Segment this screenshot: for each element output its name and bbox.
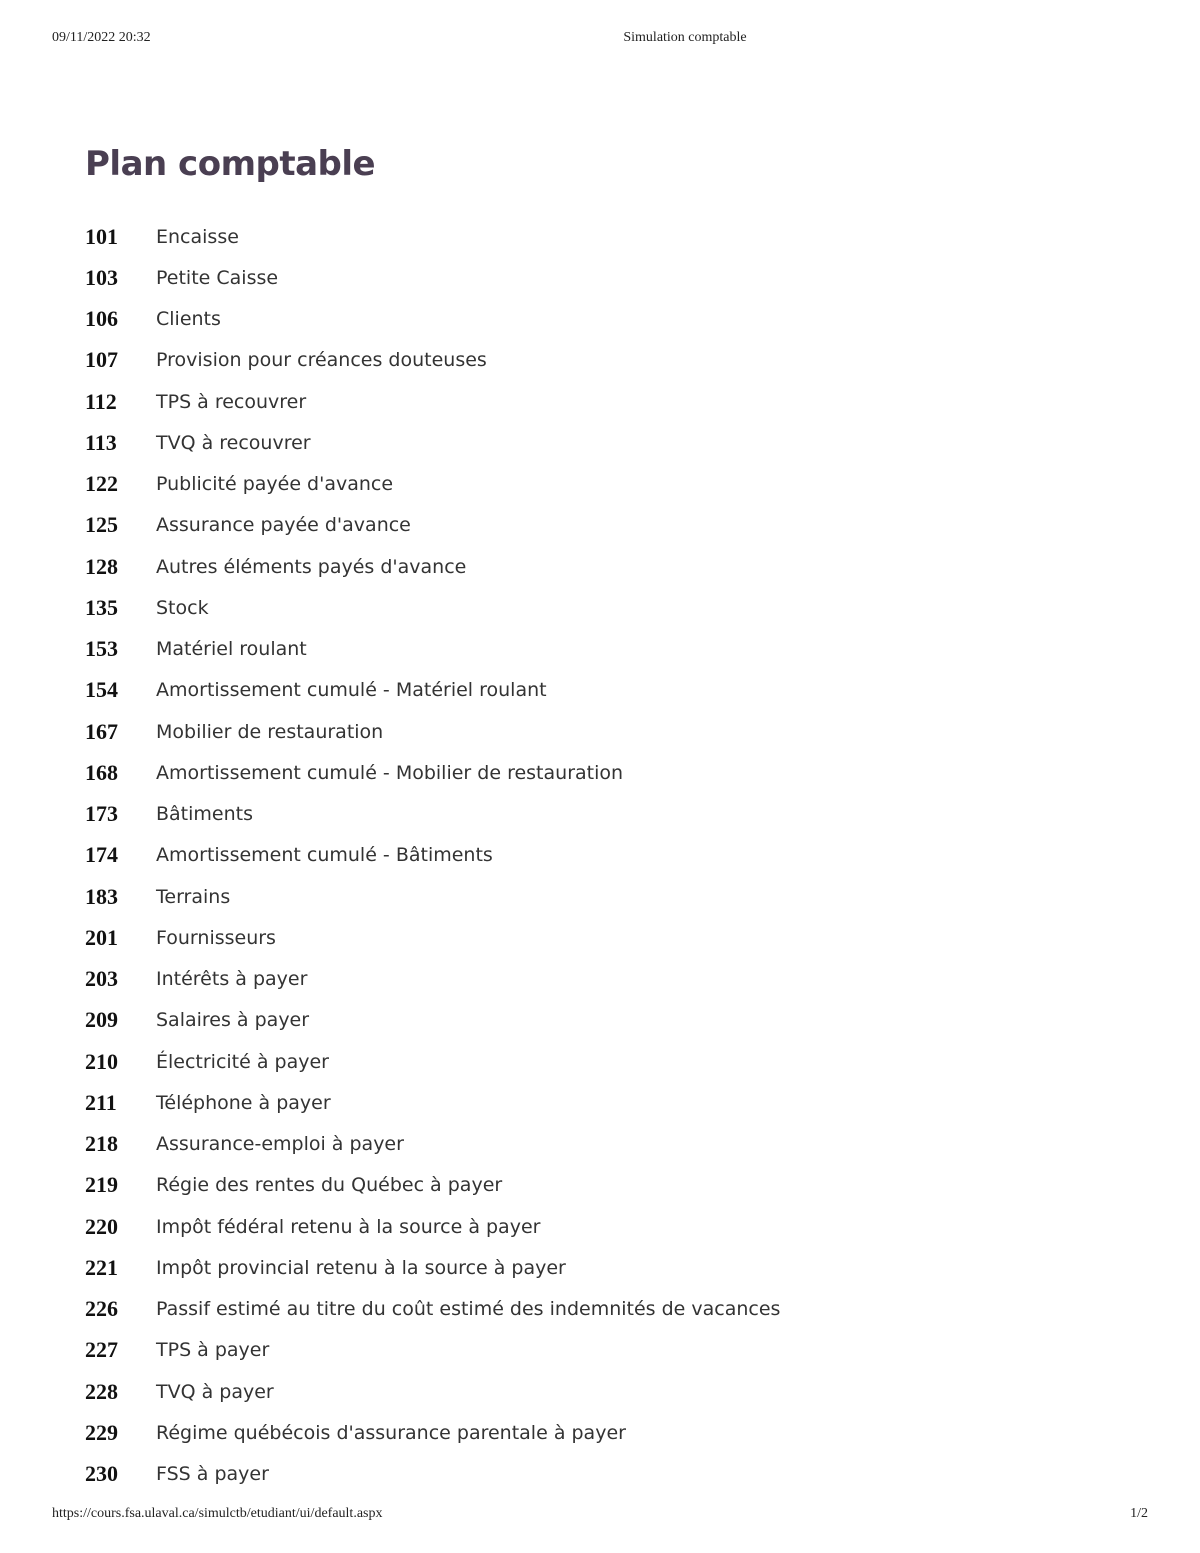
account-row (85, 752, 780, 793)
account-code: 211 (85, 1089, 117, 1115)
account-name: TPS à recouvrer (156, 390, 307, 413)
account-name: Clients (156, 308, 221, 331)
account-code: 112 (85, 388, 117, 414)
account-code: 128 (85, 553, 118, 579)
print-document-title: Simulation comptable (623, 30, 747, 45)
account-name: TVQ à recouvrer (156, 431, 311, 454)
account-name: Passif estimé au titre du coût estimé des indemnités de vacances (156, 1298, 781, 1321)
account-row (85, 1082, 780, 1123)
account-code: 125 (85, 512, 118, 538)
account-name: Stock (156, 596, 209, 619)
account-row (85, 546, 780, 587)
account-name: TPS à payer (156, 1339, 270, 1362)
account-row (85, 835, 780, 876)
account-name: Fournisseurs (156, 926, 276, 949)
account-name: Assurance-emploi à payer (156, 1133, 404, 1156)
account-name: Impôt provincial retenu à la source à payer (156, 1256, 566, 1279)
account-row (85, 1247, 780, 1288)
account-row (85, 1000, 780, 1041)
account-row (85, 1454, 780, 1495)
account-row (85, 1289, 780, 1330)
account-name: Amortissement cumulé - Bâtiments (156, 844, 493, 867)
account-code: 168 (85, 759, 118, 785)
print-footer (0, 1506, 1200, 1526)
account-row (85, 629, 780, 670)
account-code: 209 (85, 1007, 118, 1033)
account-code: 227 (85, 1337, 118, 1363)
account-row (85, 381, 780, 422)
account-row (85, 917, 780, 958)
account-code: 220 (85, 1213, 118, 1239)
account-name: Bâtiments (156, 803, 253, 826)
account-code: 101 (85, 223, 118, 249)
account-code: 154 (85, 677, 118, 703)
print-datetime: 09/11/2022 20:32 (52, 30, 151, 45)
account-name: Amortissement cumulé - Mobilier de restauration (156, 761, 624, 784)
account-name: Publicité payée d'avance (156, 473, 394, 496)
account-name: Impôt fédéral retenu à la source à payer (156, 1215, 541, 1238)
account-row (85, 340, 780, 381)
account-name: Salaires à payer (156, 1009, 310, 1032)
account-name: FSS à payer (156, 1463, 269, 1486)
account-row (85, 464, 780, 505)
account-code: 107 (85, 347, 118, 373)
account-row (85, 711, 780, 752)
account-name: Téléphone à payer (156, 1091, 331, 1114)
account-code: 221 (85, 1254, 118, 1280)
account-name: Petite Caisse (156, 266, 279, 289)
account-code: 201 (85, 924, 118, 950)
account-name: Intérêts à payer (156, 968, 308, 991)
account-row (85, 257, 780, 298)
account-name: TVQ à payer (156, 1380, 274, 1403)
account-name: Assurance payée d'avance (156, 514, 411, 537)
account-code: 122 (85, 471, 118, 497)
account-name: Régime québécois d'assurance parentale à payer (156, 1421, 626, 1444)
account-name: Amortissement cumulé - Matériel roulant (156, 679, 547, 702)
account-name: Mobilier de restauration (156, 720, 384, 743)
account-row (85, 1206, 780, 1247)
account-row (85, 959, 780, 1000)
print-header (0, 30, 1200, 50)
account-name: Terrains (156, 885, 231, 908)
account-code: 218 (85, 1131, 118, 1157)
account-row (85, 794, 780, 835)
account-code: 229 (85, 1419, 118, 1445)
account-row (85, 422, 780, 463)
account-row (85, 587, 780, 628)
account-row (85, 1124, 780, 1165)
account-name: Provision pour créances douteuses (156, 349, 487, 372)
account-code: 230 (85, 1461, 118, 1487)
account-row (85, 1371, 780, 1412)
account-row (85, 299, 780, 340)
page-number: 1/2 (1130, 1506, 1148, 1521)
account-code: 173 (85, 801, 118, 827)
account-code: 106 (85, 306, 118, 332)
account-row (85, 670, 780, 711)
account-row (85, 505, 780, 546)
account-code: 174 (85, 842, 118, 868)
account-code: 183 (85, 883, 118, 909)
account-name: Autres éléments payés d'avance (156, 555, 467, 578)
account-row (85, 876, 780, 917)
account-row (85, 1041, 780, 1082)
account-code: 203 (85, 966, 118, 992)
account-name: Régie des rentes du Québec à payer (156, 1174, 503, 1197)
account-code: 228 (85, 1378, 118, 1404)
account-row (85, 1412, 780, 1453)
account-row (85, 1165, 780, 1206)
account-name: Encaisse (156, 225, 239, 248)
account-name: Matériel roulant (156, 638, 307, 661)
page-title: Plan comptable (85, 144, 376, 184)
account-code: 135 (85, 594, 118, 620)
account-code: 167 (85, 718, 118, 744)
account-name: Électricité à payer (156, 1050, 329, 1073)
account-code: 226 (85, 1296, 118, 1322)
account-code: 210 (85, 1048, 118, 1074)
account-code: 219 (85, 1172, 118, 1198)
account-list (85, 216, 780, 1495)
account-code: 113 (85, 429, 117, 455)
print-url: https://cours.fsa.ulaval.ca/simulctb/etudiant/ui/default.aspx (52, 1506, 383, 1521)
account-code: 103 (85, 264, 118, 290)
account-row (85, 1330, 780, 1371)
account-code: 153 (85, 636, 118, 662)
account-row (85, 216, 780, 257)
